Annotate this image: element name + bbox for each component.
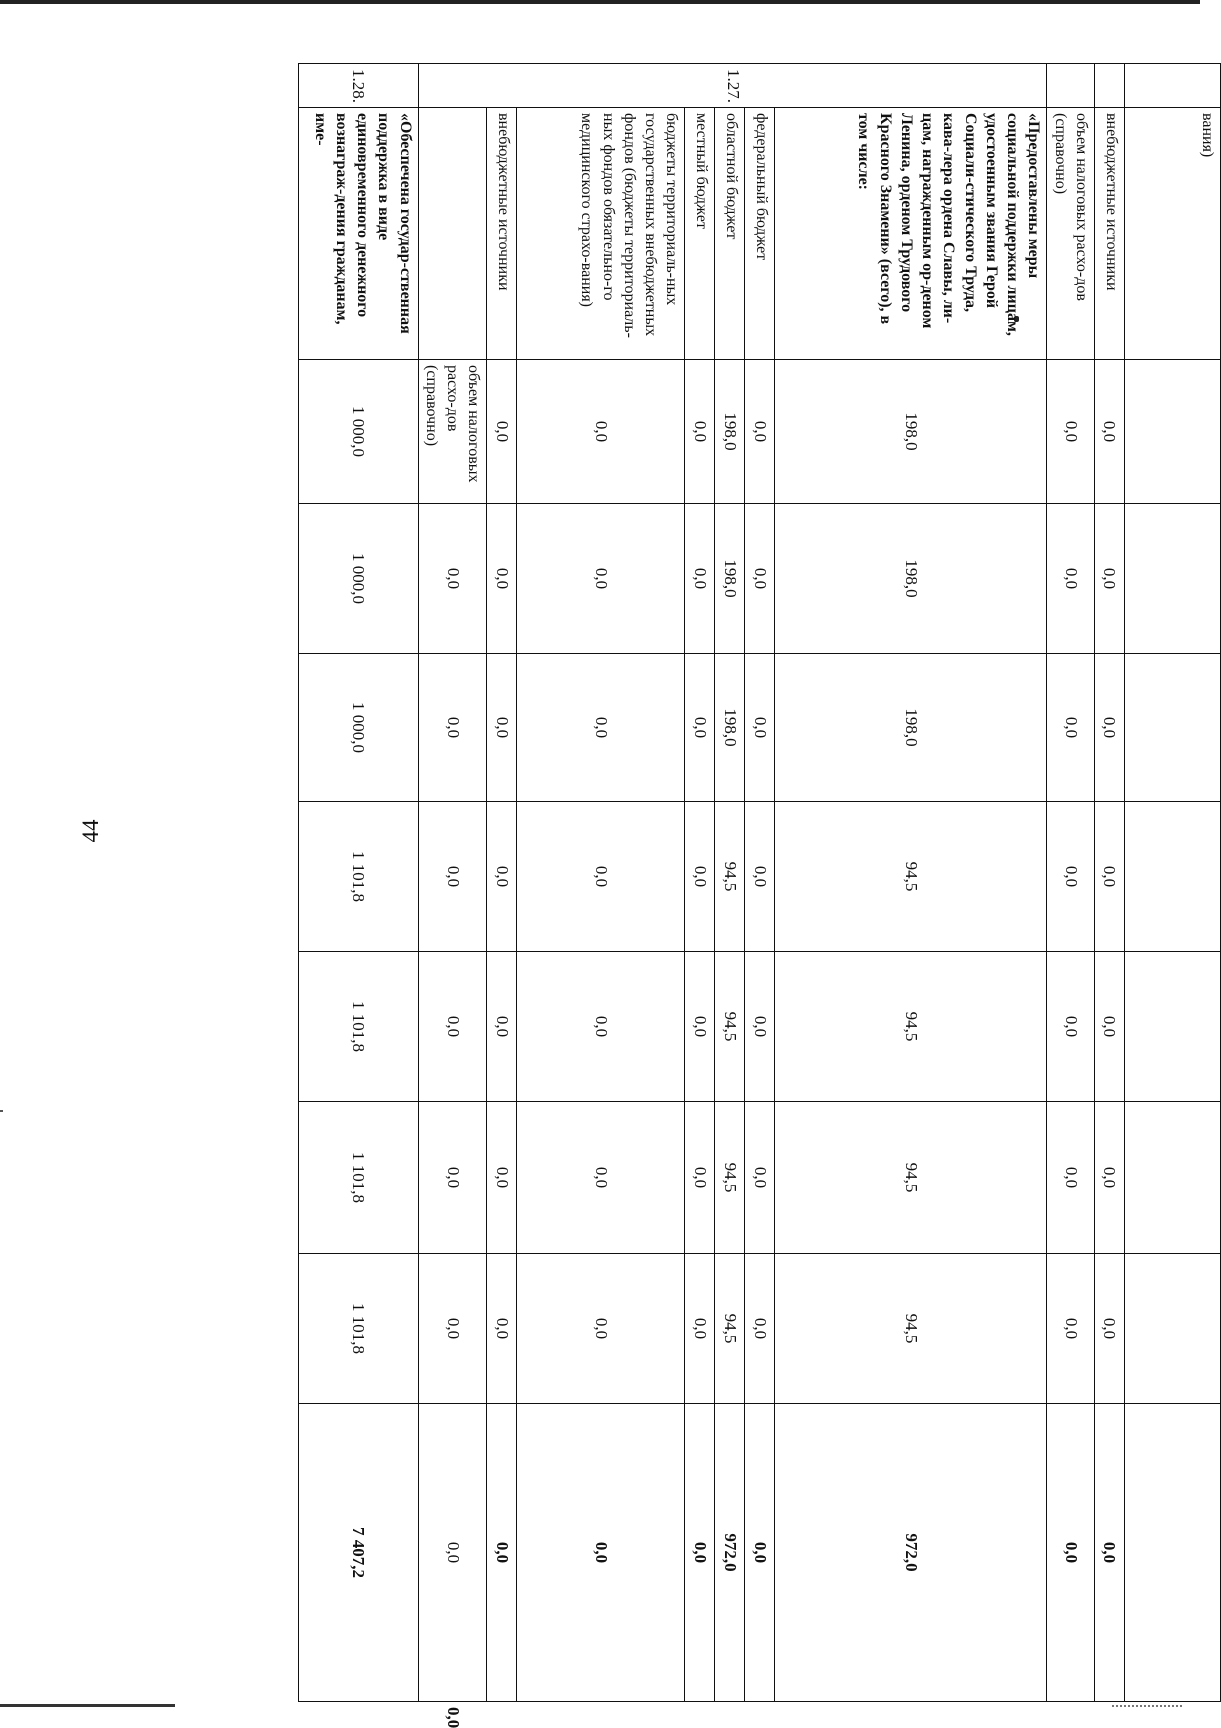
value-cell: 0,0 (418, 654, 487, 802)
value-cell: 0,0 (1047, 360, 1095, 504)
total-cell: 972,0 (775, 1404, 1047, 1702)
total-cell: 972,0 (715, 1404, 745, 1702)
value-cell: 1 101,8 (298, 802, 418, 952)
value-cell: 0,0 (1047, 654, 1095, 802)
value-cell: 0,0 (418, 504, 487, 654)
table-row (517, 64, 685, 1702)
total-cell: 0,0 (1047, 1404, 1095, 1702)
page-number: 44 (78, 819, 103, 843)
row-label: объем налоговых расхо-дов (справочно) (1047, 108, 1095, 360)
total-cell: 0,0 (685, 1404, 715, 1702)
value-cell: 0,0 (517, 360, 685, 504)
table-row (745, 64, 775, 1702)
value-cell: 198,0 (775, 360, 1047, 504)
value-cell: 1 000,0 (298, 360, 418, 504)
value-cell: 0,0 (517, 654, 685, 802)
value-cell: 0,0 (517, 1254, 685, 1404)
value-cell: 0,0 (1047, 504, 1095, 654)
index-cell-empty (1095, 64, 1125, 108)
value-cell: 198,0 (715, 360, 745, 504)
row-label: федеральный бюджет (745, 108, 775, 360)
total-cell: 0,0 (487, 1404, 517, 1702)
value-cell: 0,0 (685, 1102, 715, 1254)
value-cell: 198,0 (715, 654, 745, 802)
value-cell: 0,0 (517, 952, 685, 1102)
value-cell: 94,5 (715, 952, 745, 1102)
table-row (487, 64, 517, 1702)
value-cell: 0,0 (685, 1254, 715, 1404)
value-cell: 1 101,8 (298, 1102, 418, 1254)
row-index-1-27: 1.27. (418, 64, 1047, 108)
value-cell: 0,0 (1095, 1102, 1125, 1254)
value-cell: 198,0 (775, 654, 1047, 802)
value-cell: 0,0 (487, 952, 517, 1102)
value-cell: 0,0 (418, 802, 487, 952)
value-cell: 0,0 (487, 802, 517, 952)
value-cell: 198,0 (715, 504, 745, 654)
budget-table (298, 63, 1221, 1728)
value-cell: 0,0 (745, 802, 775, 952)
row-label: «Обеспечена государ-ственная поддержка в виде единовременного денежного вознаграж-дения гражданам, име- (298, 108, 418, 360)
value-cell: 0,0 (685, 952, 715, 1102)
value-cell: 0,0 (685, 802, 715, 952)
value-cell: 0,0 (685, 360, 715, 504)
row-label: бюджеты территориаль-ных государственных внебюджетных фондов (бюджеты территориаль-ных фондов обязательно-го медицинского страхо-вания) (517, 108, 685, 360)
value-cell: 94,5 (775, 952, 1047, 1102)
value-cell: 0,0 (487, 654, 517, 802)
value-cell: 0,0 (418, 1254, 487, 1404)
value-cell: 0,0 (517, 1102, 685, 1254)
value-cell: 0,0 (745, 952, 775, 1102)
table-row: объем налоговых расхо-дов (справочно) 0,0 0,0 0,0 0,0 0,0 0,0 0,0 0,0 (418, 64, 487, 1702)
value-cell: 94,5 (715, 802, 745, 952)
value-cell: 198,0 (775, 504, 1047, 654)
value-cell: 94,5 (715, 1254, 745, 1404)
row-label: внебюджетные источники (487, 108, 517, 360)
value-cell: 0,0 (487, 360, 517, 504)
value-cell: 1 101,8 (298, 1254, 418, 1404)
value-cell: 0,0 (418, 952, 487, 1102)
value-cell: 1 101,8 (298, 952, 418, 1102)
value-cell: 0,0 (1095, 504, 1125, 654)
table-row (715, 64, 745, 1702)
value-cell: 0,0 (1047, 1254, 1095, 1404)
scan-mark (0, 1110, 3, 1112)
value-cell: 0,0 (487, 504, 517, 654)
value-cell: 0,0 (1095, 952, 1125, 1102)
value-cell: 0,0 (1095, 802, 1125, 952)
total-cell: 7 407,2 (298, 1404, 418, 1702)
table-row (775, 64, 1047, 1702)
value-cell: 0,0 (418, 1102, 487, 1254)
value-cell: 1 000,0 (298, 504, 418, 654)
value-cell: 0,0 (1095, 654, 1125, 802)
value-cell: 0,0 (745, 1102, 775, 1254)
row-label: «Предоставлены меры социальной поддержки лицам, удостоенным звания Герой Социали-стического Труда, кава-лера ордена Славы, ли-цам, награжденным ор-деном Ленина, орденом Трудового Красного Знамени» (всего), в том числе: (775, 108, 1047, 360)
budget-table-rotated (163, 63, 1221, 1728)
row-index-1-28: 1.28. (298, 64, 418, 108)
value-cell: 0,0 (745, 654, 775, 802)
value-cell: 0,0 (1095, 360, 1125, 504)
table-row (298, 64, 418, 1702)
row-label: объем налоговых расхо-дов (справочно) (418, 360, 487, 504)
index-cell-empty (1125, 64, 1221, 108)
total-cell: 0,0 (517, 1404, 685, 1702)
value-cell: 94,5 (775, 1254, 1047, 1404)
scan-edge-bottom (0, 1704, 175, 1707)
table-row (685, 64, 715, 1702)
scan-edge-dots (1112, 1705, 1182, 1709)
value-cell: 94,5 (775, 1102, 1047, 1254)
value-cell: 0,0 (1047, 1102, 1095, 1254)
total-cell: 0,0 (1095, 1404, 1125, 1702)
value-cell: 0,0 (745, 504, 775, 654)
table-row (1095, 64, 1125, 1702)
total-cell: 0,0 (745, 1404, 775, 1702)
row-label: областной бюджет (715, 108, 745, 360)
scan-edge-top (0, 0, 1200, 4)
index-cell-empty (1047, 64, 1095, 108)
value-cell: 0,0 (517, 802, 685, 952)
table-row (1047, 64, 1095, 1702)
row-label: внебюджетные источники (1095, 108, 1125, 360)
value-cell: 0,0 (1095, 1254, 1125, 1404)
value-cell: 0,0 (1047, 802, 1095, 952)
index-cell-empty (418, 108, 487, 360)
value-cell: 0,0 (745, 360, 775, 504)
value-cell: 0,0 (685, 654, 715, 802)
row-label: местный бюджет (685, 108, 715, 360)
value-cell: 94,5 (715, 1102, 745, 1254)
value-cell: 0,0 (487, 1102, 517, 1254)
value-cell: 94,5 (775, 802, 1047, 952)
value-cell: 0,0 (517, 504, 685, 654)
value-cell: 1 000,0 (298, 654, 418, 802)
value-cell: 0,0 (487, 1254, 517, 1404)
value-cell: 0,0 (745, 1254, 775, 1404)
value-cell: 0,0 (1047, 952, 1095, 1102)
table-row-header-continuation (1125, 64, 1221, 1702)
value-cell: 0,0 (418, 1404, 487, 1702)
table-cell: вания) (1125, 108, 1221, 360)
value-cell: 0,0 (685, 504, 715, 654)
